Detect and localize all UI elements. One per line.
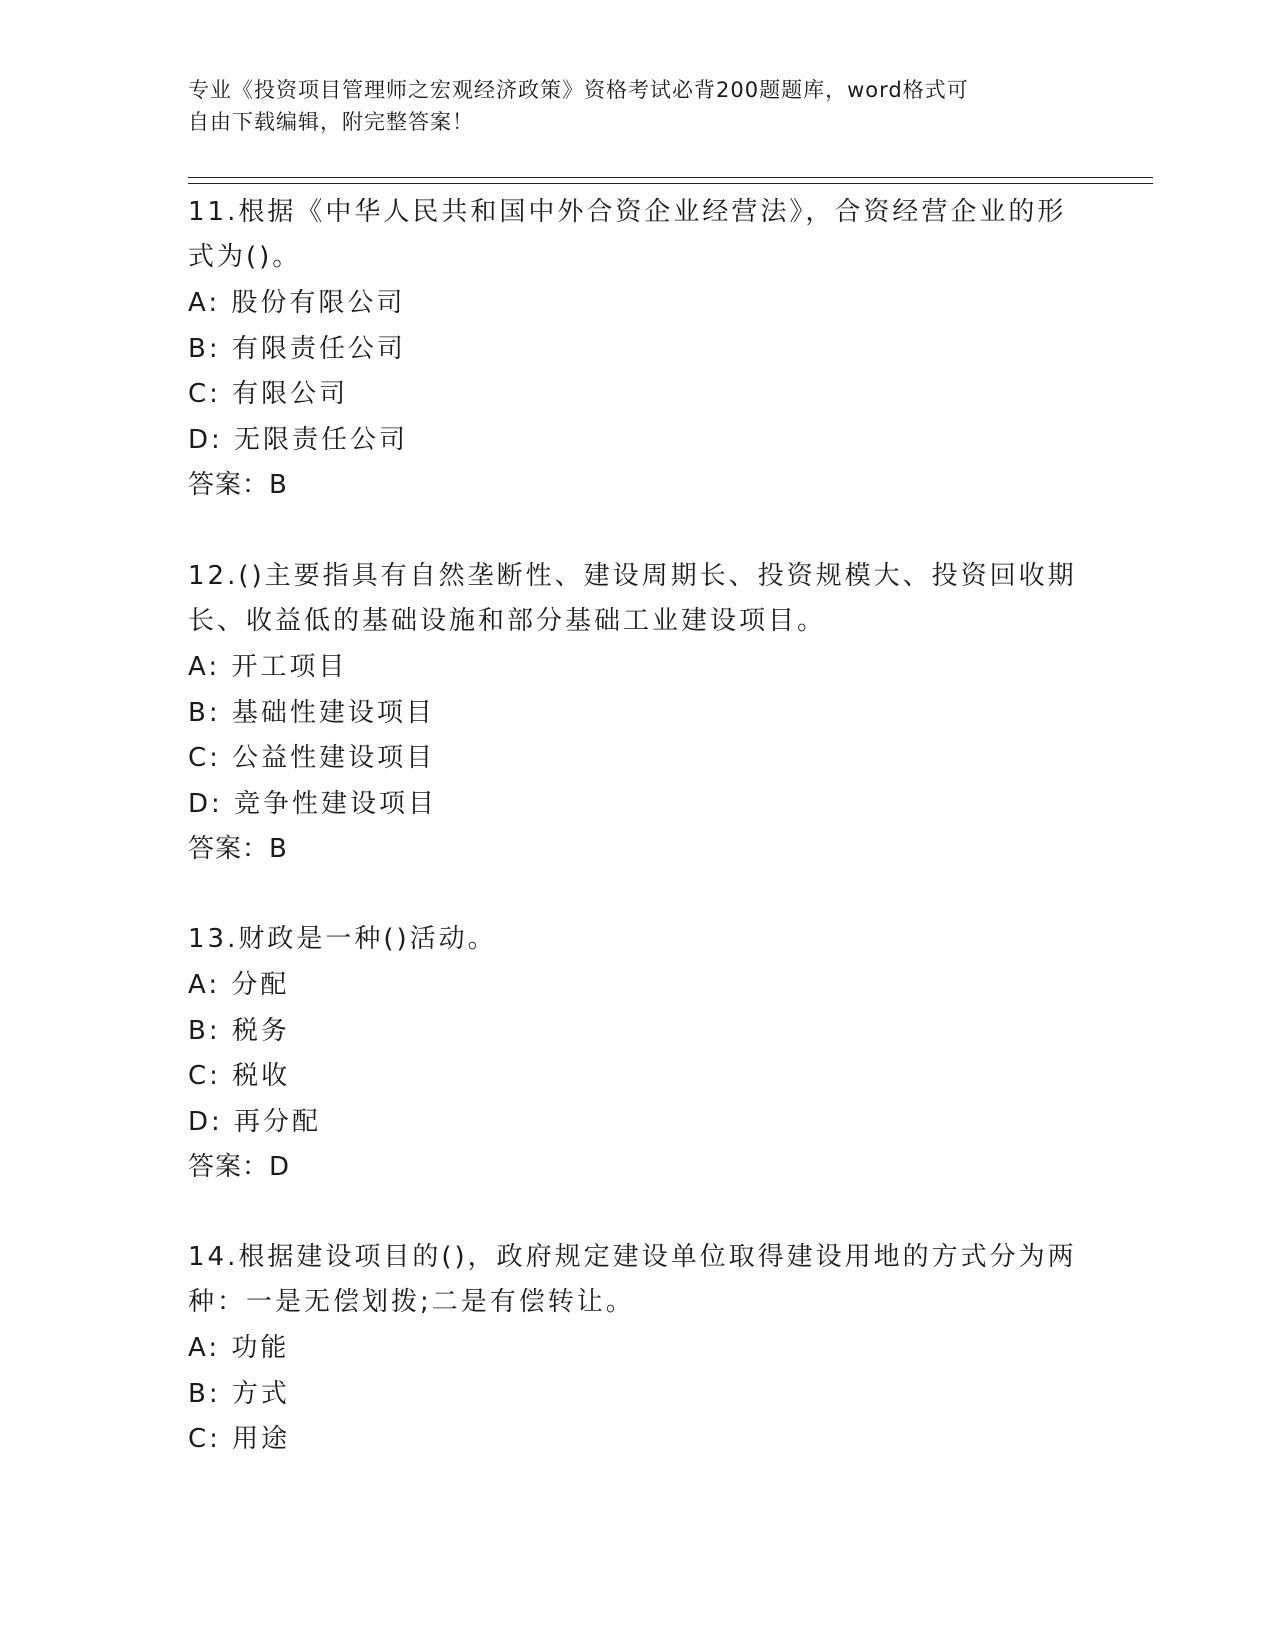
option-a: A: 开工项目 <box>188 652 348 682</box>
option-a: A: 分配 <box>188 970 290 1000</box>
option-a: A: 功能 <box>188 1333 290 1363</box>
stem-line: 11.根据《中华人民共和国中外合资企业经营法》，合资经营企业的形 <box>188 197 1067 227</box>
question-11 <box>188 190 1088 509</box>
option-d: D: 竞争性建设项目 <box>188 788 438 819</box>
question-stem <box>188 554 1088 644</box>
header-line-1: 专业《投资项目管理师之宏观经济政策》资格考试必背200题题库，word格式可 <box>188 78 969 102</box>
option-c: C: 用途 <box>188 1424 291 1454</box>
answer: 答案：D <box>188 1152 291 1182</box>
option-d: D: 无限责任公司 <box>188 424 409 455</box>
option-b: B: 税务 <box>188 1015 290 1046</box>
question-stem <box>188 917 1088 962</box>
answer: 答案：B <box>188 470 288 500</box>
stem-line: 14.根据建设项目的()，政府规定建设单位取得建设用地的方式分为两 <box>188 1242 1077 1272</box>
answer: 答案：B <box>188 834 288 864</box>
header-divider-top <box>188 177 1153 178</box>
header-divider-bottom <box>188 183 1153 184</box>
option-b: B: 有限责任公司 <box>188 333 406 364</box>
stem-line: 种：一是无偿划拨;二是有偿转让。 <box>188 1287 635 1317</box>
option-b: B: 基础性建设项目 <box>188 697 435 728</box>
stem-line: 式为()。 <box>188 242 302 272</box>
question-13 <box>188 917 1088 1191</box>
document-header <box>188 74 1088 138</box>
question-stem <box>188 1235 1088 1325</box>
stem-line: 13.财政是一种()活动。 <box>188 924 497 954</box>
option-c: C: 有限公司 <box>188 379 349 409</box>
stem-line: 12.()主要指具有自然垄断性、建设周期长、投资规模大、投资回收期 <box>188 561 1077 591</box>
option-c: C: 公益性建设项目 <box>188 743 436 773</box>
option-a: A: 股份有限公司 <box>188 288 406 318</box>
option-c: C: 税收 <box>188 1061 291 1091</box>
question-12 <box>188 554 1088 873</box>
header-line-2: 自由下载编辑，附完整答案！ <box>188 110 474 134</box>
question-14 <box>188 1235 1088 1463</box>
stem-line: 长、收益低的基础设施和部分基础工业建设项目。 <box>188 606 827 636</box>
option-b: B: 方式 <box>188 1378 290 1409</box>
question-stem <box>188 190 1088 280</box>
option-d: D: 再分配 <box>188 1106 322 1137</box>
